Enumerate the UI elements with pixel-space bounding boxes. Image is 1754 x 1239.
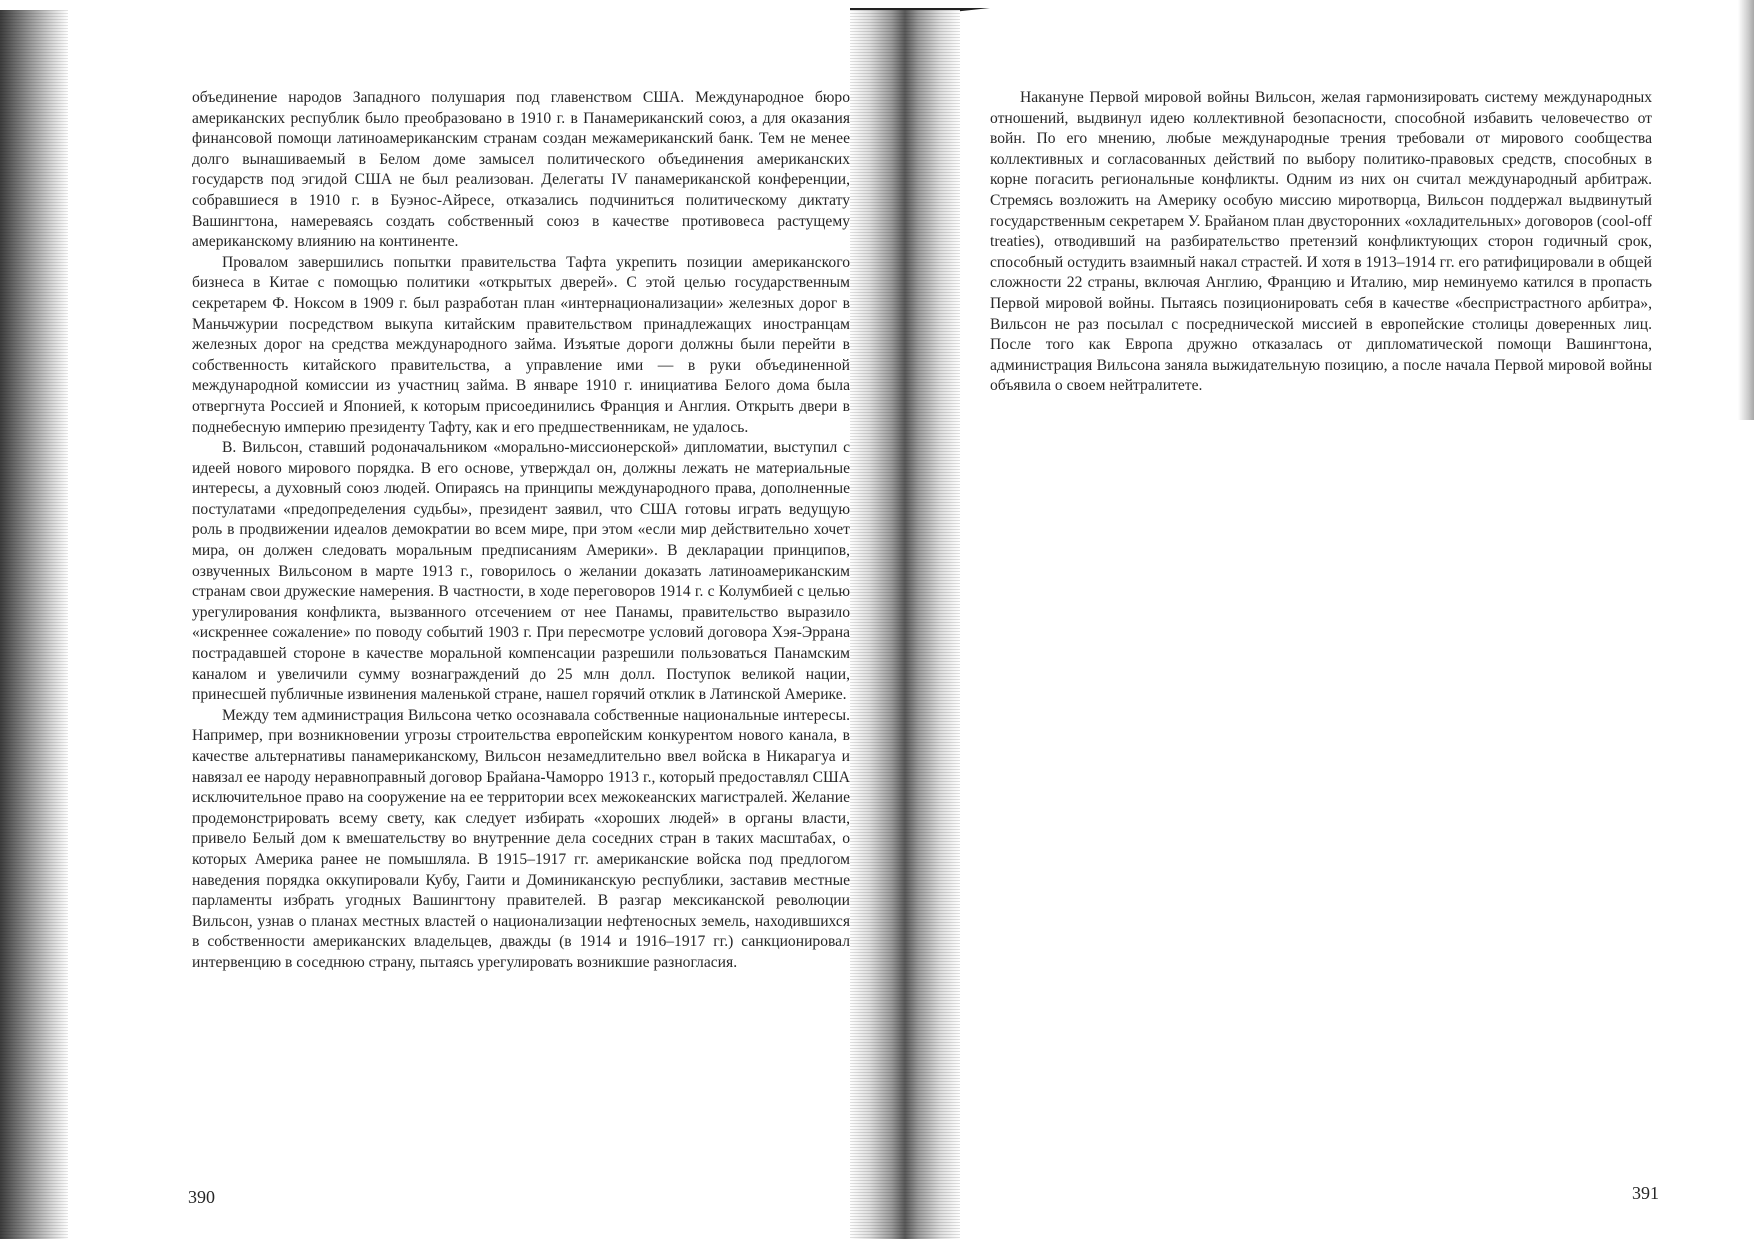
- paragraph: В. Вильсон, ставший родоначальником «морально-миссионерской» дипломатии, выступил с идеей нового мирового порядка. В его основе, утверждал он, должны лежать не материальные интересы, а духовный союз людей. Опираясь на принципы международного права, дополненные постулатами «предопределения судьбы», президент заявил, что США готовы играть ведущую роль в продвижении идеалов демократии во всем мире, при этом «если мир действительно хочет мира, он должен следовать моральным предписаниям Америки». В декларации принципов, озвученных Вильсоном в марте 1913 г., говорилось о желании доказать латиноамериканским странам свои дружеские намерения. В частности, в ходе переговоров 1914 г. с Колумбией с целью урегулирования конфликта, вызванного отсечением от нее Панамы, правительство выразило «искреннее сожаление» по поводу событий 1903 г. При пересмотре условий договора Хэя-Эррана пострадавшей стороне в качестве моральной компенсации разрешили пользоваться Панамским каналом и увеличили сумму вознаграждений до 25 млн долл. Поступок великой нации, принесшей публичные извинения маленькой стране, нашел горячий отклик в Латинской Америке.: [192, 439, 850, 704]
- paragraph: Между тем администрация Вильсона четко осознавала собственные национальные интересы. Например, при возникновении угрозы строительства европейским конкурентом нового канала, в качестве альтернативы панамериканскому, Вильсон незамедлительно ввел войска в Никарагуа и навязал ее народу неравноправный договор Брайана-Чаморро 1913 г., который предоставлял США исключительное право на сооружение на ее территории всех межокеанских магистралей. Желание продемонстрировать всему свету, как следует избирать «хороших людей» в органы власти, привело Белый дом к вмешательству во внутренние дела соседних стран в таких масштабах, о которых Америка ранее не помышляла. В 1915–1917 гг. американские войска под предлогом наведения порядка оккупировали Кубу, Гаити и Доминиканскую республики, заставив местные парламенты избрать угодных Вашингтону правителей. В разгар мексиканской революции Вильсон, узнав о планах местных властей о национализации нефтеносных земель, находившихся в собственности американских владельцев, дважды (в 1914 и 1916–1917 гг.) санкционировал интервенцию в соседнюю страну, пытаясь урегулировать возникшие разногласия.: [192, 706, 850, 971]
- scan-edge-shadow-right: [1738, 0, 1754, 420]
- paragraph: Провалом завершились попытки правительства Тафта укрепить позиции американского бизнеса в Китае с помощью политики «открытых дверей». С этой целью государственным секретарем Ф. Ноксом в 1909 г. был разработан план «интернационализации» железных дорог в Маньчжурии посредством выкупа китайским правительством принадлежащих иностранцам железных дорог на средства международного займа. Изъятые дороги должны были перейти в собственность китайского правительства, а управление ими — в руки объединенной международной комиссии из участниц займа. В январе 1910 г. инициатива Белого дома была отвергнута Россией и Японией, к которым присоединились Франция и Англия. Открыть двери в поднебесную империю президенту Тафту, как и его предшественникам, не удалось.: [192, 253, 850, 436]
- right-page-text: [990, 88, 1652, 397]
- page-number-right: 391: [1632, 1183, 1659, 1203]
- paragraph: объединение народов Западного полушария под главенством США. Международное бюро американских республик было преобразовано в 1910 г. в Панамериканский союз, а для оказания финансовой помощи латиноамериканским странам создан межамериканский банк. Тем не менее долго вынашиваемый в Белом доме замысел политического объединения американских государств под эгидой США не был реализован. Делегаты IV панамериканской конференции, собравшиеся в 1910 г. в Буэнос-Айресе, отказались подчиниться политическому диктату Вашингтона, намереваясь создать собственный союз в качестве противовеса растущему американскому влиянию на континенте.: [192, 89, 850, 251]
- page-number-left: 390: [188, 1187, 215, 1207]
- book-gutter-shadow: [850, 10, 960, 1239]
- left-page-text: [192, 88, 850, 974]
- scan-edge-shadow-left: [0, 10, 68, 1239]
- paragraph: Накануне Первой мировой войны Вильсон, желая гармонизировать систему международных отношений, выдвинул идею коллективной безопасности, способной избавить человечество от войн. По его мнению, любые международные трения требовали от мирового сообщества коллективных и согласованных действий по выбору политико-правовых средств, способных в корне погасить региональные конфликты. Одним из них он считал международный арбитраж. Стремясь возложить на Америку особую миссию миротворца, Вильсон поддержал выдвинутый государственным секретарем У. Брайаном план двусторонних «охладительных» договоров (cool-off treaties), отводивший на разбирательство претензий конфликтующих сторон годичный срок, способный остудить взаимный накал страстей. И хотя в 1913–1914 гг. его ратифицировали в общей сложности 22 страны, включая Англию, Францию и Италию, мир неминуемо катился в пропасть Первой мировой войны. Пытаясь позиционировать себя в качестве «беспристрастного арбитра», Вильсон не раз посылал с посреднической миссией в европейские столицы доверенных лиц. После того как Европа дружно отказалась от дипломатической помощи Вашингтона, администрация Вильсона заняла выжидательную позицию, а после начала Первой мировой войны объявила о своем нейтралитете.: [990, 89, 1652, 395]
